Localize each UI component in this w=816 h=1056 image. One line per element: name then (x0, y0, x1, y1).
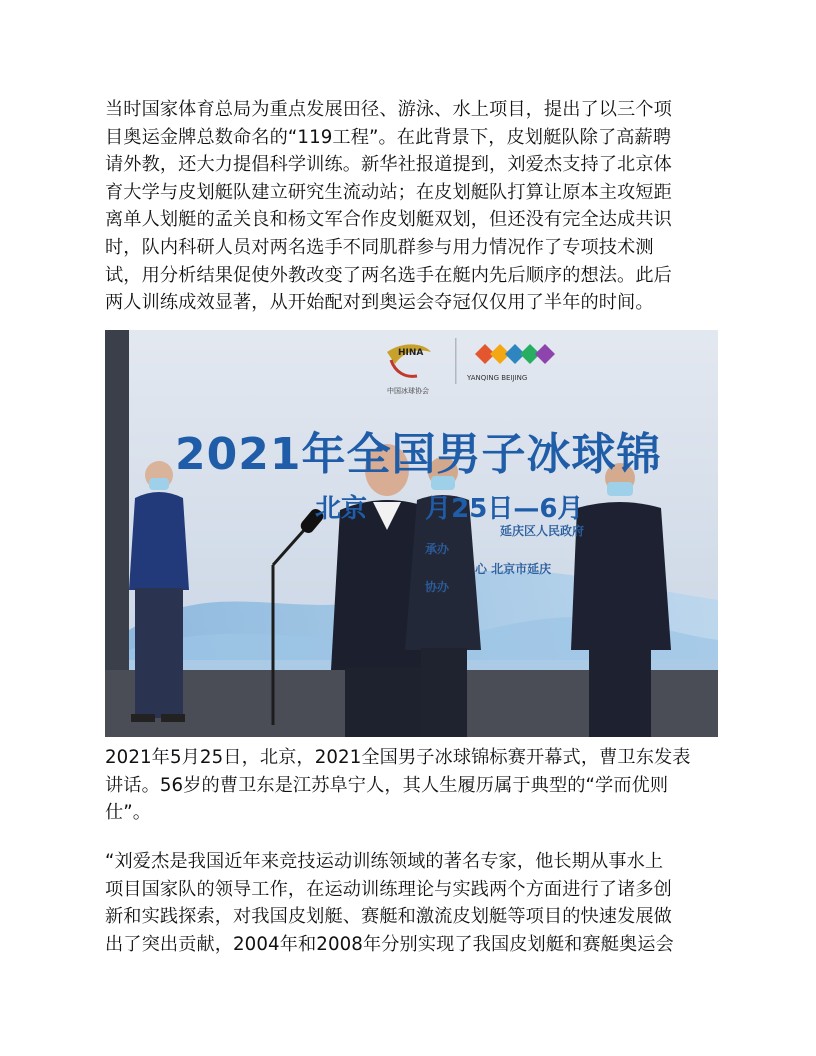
banner-coorganizer-label: 协办 (425, 580, 450, 594)
text-line: 项目国家队的领导工作，在运动训练理论与实践两个方面进行了诸多创 (105, 878, 672, 900)
banner-date-right: 月25日—6月 (425, 494, 584, 524)
logo-hina-text: HINA (398, 348, 424, 358)
person-left (129, 461, 189, 722)
text-line: 离单人划艇的孟关良和杨文军合作皮划艇双划，但还没有完全达成共识 (105, 209, 672, 231)
text-line: 育大学与皮划艇队建立研究生流动站；在皮划艇队打算让原本主攻短距 (105, 181, 672, 203)
yanqing-logo-icon (475, 344, 555, 364)
photo-caption (105, 744, 717, 827)
logo-right-caption: YANQING BEIJING (467, 374, 528, 382)
caption-line: 仕”。 (105, 802, 152, 824)
banner-organizer-label: 承办 (425, 542, 450, 556)
caption-line: 2021年5月25日，北京，2021全国男子冰球锦标赛开幕式，曹卫东发表 (105, 747, 691, 768)
caption-line: 讲话。56岁的曹卫东是江苏阜宁人，其人生履历属于典型的“学而优则 (105, 774, 669, 796)
banner-date (315, 488, 583, 525)
paragraph-1 (105, 96, 717, 317)
banner-date-left: 北京 (315, 494, 368, 524)
text-line: 时，队内科研人员对两名选手不同肌群参与用力情况作了专项技术测 (105, 236, 654, 258)
text-line: 当时国家体育总局为重点发展田径、游泳、水上项目，提出了以三个项 (105, 99, 672, 120)
logo-left-caption: 中国冰球协会 (387, 387, 429, 395)
paragraph-2 (105, 848, 717, 958)
news-photo (105, 330, 718, 737)
text-line: 试，用分析结果促使外教改变了两名选手在艇内先后顺序的想法。此后 (105, 264, 672, 286)
text-line: 出了突出贡献，2004年和2008年分别实现了我国皮划艇和赛艇奥运会 (105, 933, 674, 955)
logo-divider (455, 338, 457, 384)
text-line: “刘爱杰是我国近年来竞技运动训练领域的著名专家，他长期从事水上 (105, 851, 664, 872)
text-line: 目奥运金牌总数命名的“119工程”。在此背景下，皮划艇队除了高薪聘 (105, 126, 672, 148)
banner-organizer-line: 心 北京市延庆 (475, 562, 552, 576)
text-line: 新和实践探索，对我国皮划艇、赛艇和激流皮划艇等项目的快速发展做 (105, 906, 672, 928)
text-line: 两人训练成效显著，从开始配对到奥运会夺冠仅仅用了半年的时间。 (105, 292, 654, 314)
text-line: 请外教，还大力提倡科学训练。新华社报道提到，刘爱杰支持了北京体 (105, 154, 672, 176)
banner-title: 2021年全国男子冰球锦 (175, 429, 662, 480)
banner-host-line: 延庆区人民政府 (500, 524, 585, 538)
